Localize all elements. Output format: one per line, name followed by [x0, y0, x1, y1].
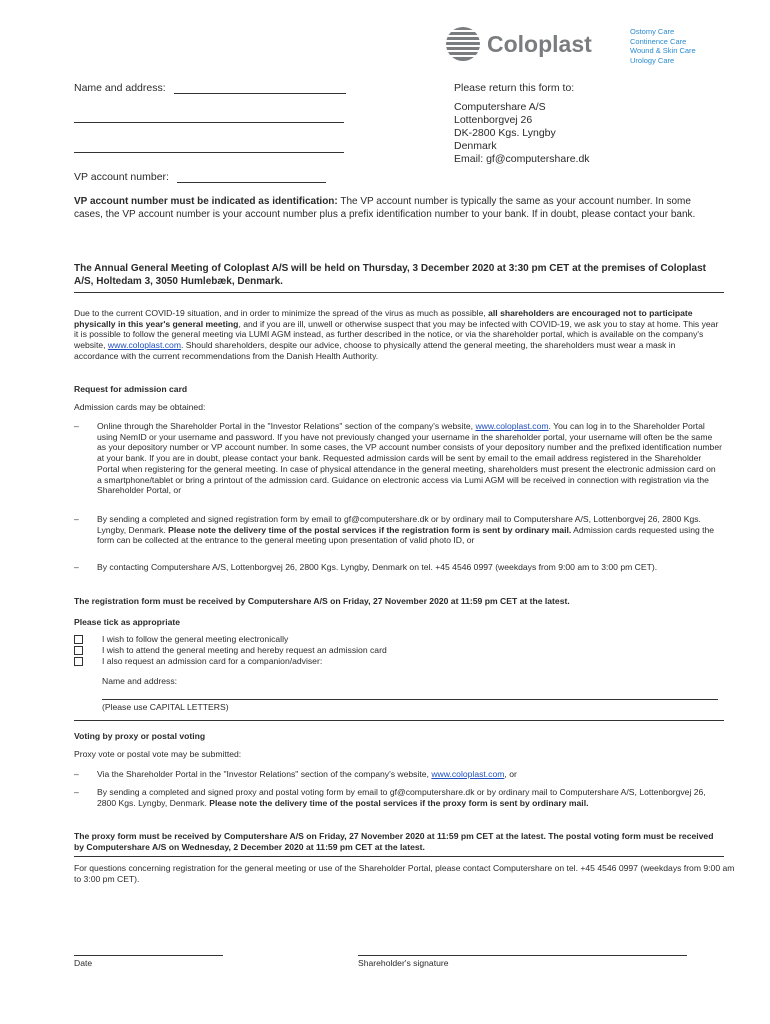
- agm-divider: [74, 292, 724, 293]
- date-line[interactable]: [74, 955, 223, 956]
- brand-name: Coloplast: [487, 31, 592, 57]
- voting-heading: Voting by proxy or postal voting: [74, 731, 206, 741]
- voting-portal-text-2: , or: [504, 769, 517, 779]
- address-line-3[interactable]: [74, 152, 344, 153]
- coloplast-logo: [445, 26, 605, 62]
- voting-form-bold: Please note the delivery time of the postal services if the proxy form is sent by ordinary mail.: [209, 797, 589, 808]
- checkbox-attend-meeting[interactable]: [74, 646, 83, 655]
- checkbox-label-attend: I wish to attend the general meeting and hereby request an admission card: [102, 645, 387, 655]
- checkbox-companion-card[interactable]: [74, 657, 83, 666]
- voting-option-form: [97, 787, 722, 808]
- admission-website-link[interactable]: www.coloplast.com: [475, 421, 549, 431]
- return-address-line: Computershare A/S: [454, 101, 546, 113]
- voting-form-text: By sending a completed and signed proxy and postal voting form by email to gf@computershare.dk or by ordinary mail to Computershare A/S, Lottenborgvej 26, 2800 Kgs. Lyngby, Denmark.: [97, 787, 706, 808]
- name-address-field[interactable]: [74, 82, 346, 95]
- voting-intro: Proxy vote or postal vote may be submitted:: [74, 749, 242, 759]
- vp-notice: [74, 196, 719, 221]
- tagline-urology: Urology Care: [630, 55, 675, 65]
- coloplast-logo-icon: [445, 26, 481, 62]
- agm-heading: The Annual General Meeting of Coloplast A/S will be held on Thursday, 3 December 2020 at 3:30 pm CET at the premises of Coloplast A/S, Holtedam 3, 3050 Humlebæk, Denmark.: [74, 263, 706, 287]
- tagline-continence: Continence Care: [630, 36, 687, 46]
- signature-label: Shareholder's signature: [358, 958, 449, 968]
- voting-website-link[interactable]: www.coloplast.com: [431, 769, 505, 779]
- admission-heading: Request for admission card: [74, 384, 188, 394]
- companion-name-label: Name and address:: [102, 676, 177, 686]
- admission-intro: Admission cards may be obtained:: [74, 402, 206, 412]
- checkbox-label-follow: I wish to follow the general meeting electronically: [102, 634, 289, 644]
- vp-notice-bold: VP account number must be indicated as identification:: [74, 196, 338, 207]
- address-line-2[interactable]: [74, 122, 344, 123]
- covid-bold: all shareholders are encouraged not to participate physically in this year's general meeting: [74, 308, 693, 329]
- tick-section-divider: [74, 720, 724, 721]
- admission-form-bold: Please note the delivery time of the postal services if the registration form is sent by ordinary mail.: [168, 524, 572, 535]
- admission-form-text-1: By sending a completed and signed registration form by email to gf@computershare.dk or by ordinary mail to Computershare A/S, Lottenborgvej 26, 2800 Kgs. Lyngby, Denmark.: [97, 514, 701, 535]
- admission-online-text-2: . You can log in to the Shareholder Portal using NemID or your username and password. If you have not previously changed your username in the shareholder portal, your username will often be the same as your depository number or VP account number. In some cases, the VP account number consists of your depository number and the prefixed identification number at your bank. If you are in doubt, please contact your bank. Requested admission cards will be sent by email to the email address registered in the Shareholder Portal when registering for the general meeting. In case of physical attendance in the general meeting, shareholders must present the electronic admission card on a smartphone/tablet or bring a printout of the admission card. Guidance on electronic access via Lumi AGM will be received in connection with registration via the Shareholder Portal, or: [97, 421, 722, 496]
- voting-option-portal: [97, 769, 722, 780]
- return-address-line: Lottenborgvej 26: [454, 114, 533, 126]
- covid-paragraph: [74, 308, 722, 362]
- covid-text-1: Due to the current COVID-19 situation, and in order to minimize the spread of the virus as much as possible,: [74, 308, 489, 318]
- admission-online-text-1: Online through the Shareholder Portal in the "Investor Relations" section of the company's website,: [97, 421, 476, 431]
- bullet-dash: –: [74, 769, 79, 779]
- bullet-dash: –: [74, 421, 79, 431]
- registration-deadline: The registration form must be received by Computershare A/S on Friday, 27 November 2020 at 11:59 pm CET at the latest.: [74, 596, 570, 606]
- admission-option-online: [97, 421, 722, 496]
- name-address-label: Name and address:: [74, 82, 166, 94]
- vp-account-field[interactable]: [74, 171, 326, 184]
- admission-option-form: [97, 514, 722, 546]
- return-block: [454, 82, 754, 166]
- voting-divider: [74, 856, 724, 857]
- voting-portal-text-1: Via the Shareholder Portal in the "Investor Relations" section of the company's website,: [97, 769, 432, 779]
- vp-notice-text: The VP account number is typically the same as your account number. In some cases, the VP account number is your account number plus a prefix identification number to your bank. If in doubt, please contact your bank.: [74, 196, 696, 220]
- return-email: Email: gf@computershare.dk: [454, 153, 590, 165]
- companion-name-line[interactable]: [102, 699, 718, 700]
- date-label: Date: [74, 958, 93, 968]
- bullet-dash: –: [74, 514, 79, 524]
- covid-text-2: , and if you are ill, unwell or otherwise suspect that you may be infected with COVID-19, we ask you to stay at home. This year it is possible to follow the general meeting via LUMI AGM instead, as further described in the notice, or via the shareholder portal, which is available on the company's website,: [74, 318, 719, 351]
- checkbox-label-companion: I also request an admission card for a companion/adviser:: [102, 656, 323, 666]
- return-address-line: Denmark: [454, 140, 497, 152]
- bullet-dash: –: [74, 787, 79, 797]
- vp-account-label: VP account number:: [74, 171, 169, 183]
- return-label: Please return this form to:: [454, 82, 575, 94]
- return-address-line: DK-2800 Kgs. Lyngby: [454, 127, 556, 139]
- admission-option-phone: By contacting Computershare A/S, Lottenborgvej 26, 2800 Kgs. Lyngby, Denmark on tel. +45 4546 0997 (weekdays from 9:00 am to 3:00 pm CET).: [97, 562, 658, 572]
- brand-taglines: [630, 27, 720, 65]
- covid-text-3: . Should shareholders, despite our advice, choose to physically attend the general meeting, the shareholders must wear a mask in accordance with the current recommendations from the Danish Health Authority.: [74, 340, 676, 361]
- covid-website-link[interactable]: www.coloplast.com: [107, 340, 181, 351]
- tick-heading: Please tick as appropriate: [74, 617, 181, 627]
- admission-form-text-2: Admission cards requested using the form can be collected at the entrance to the general meeting upon presentation of valid photo ID, or: [97, 524, 715, 546]
- proxy-deadline: The proxy form must be received by Computershare A/S on Friday, 27 November 2020 at 11:59 pm CET at the latest. The postal voting form must be received by Computershare A/S on Wednesday, 2 December 2020 at 11:59 pm CET at the latest.: [74, 831, 714, 852]
- signature-line[interactable]: [358, 955, 687, 956]
- checkbox-follow-electronically[interactable]: [74, 635, 83, 644]
- tagline-ostomy: Ostomy Care: [630, 27, 675, 36]
- capital-letters-note: (Please use CAPITAL LETTERS): [102, 702, 229, 712]
- questions-text: For questions concerning registration for the general meeting or use of the Shareholder Portal, please contact Computershare on tel. +45 4546 0997 (weekdays from 9:00 am to 3:00 pm CET).: [74, 863, 735, 884]
- tagline-wound: Wound & Skin Care: [630, 46, 696, 55]
- bullet-dash: –: [74, 562, 79, 572]
